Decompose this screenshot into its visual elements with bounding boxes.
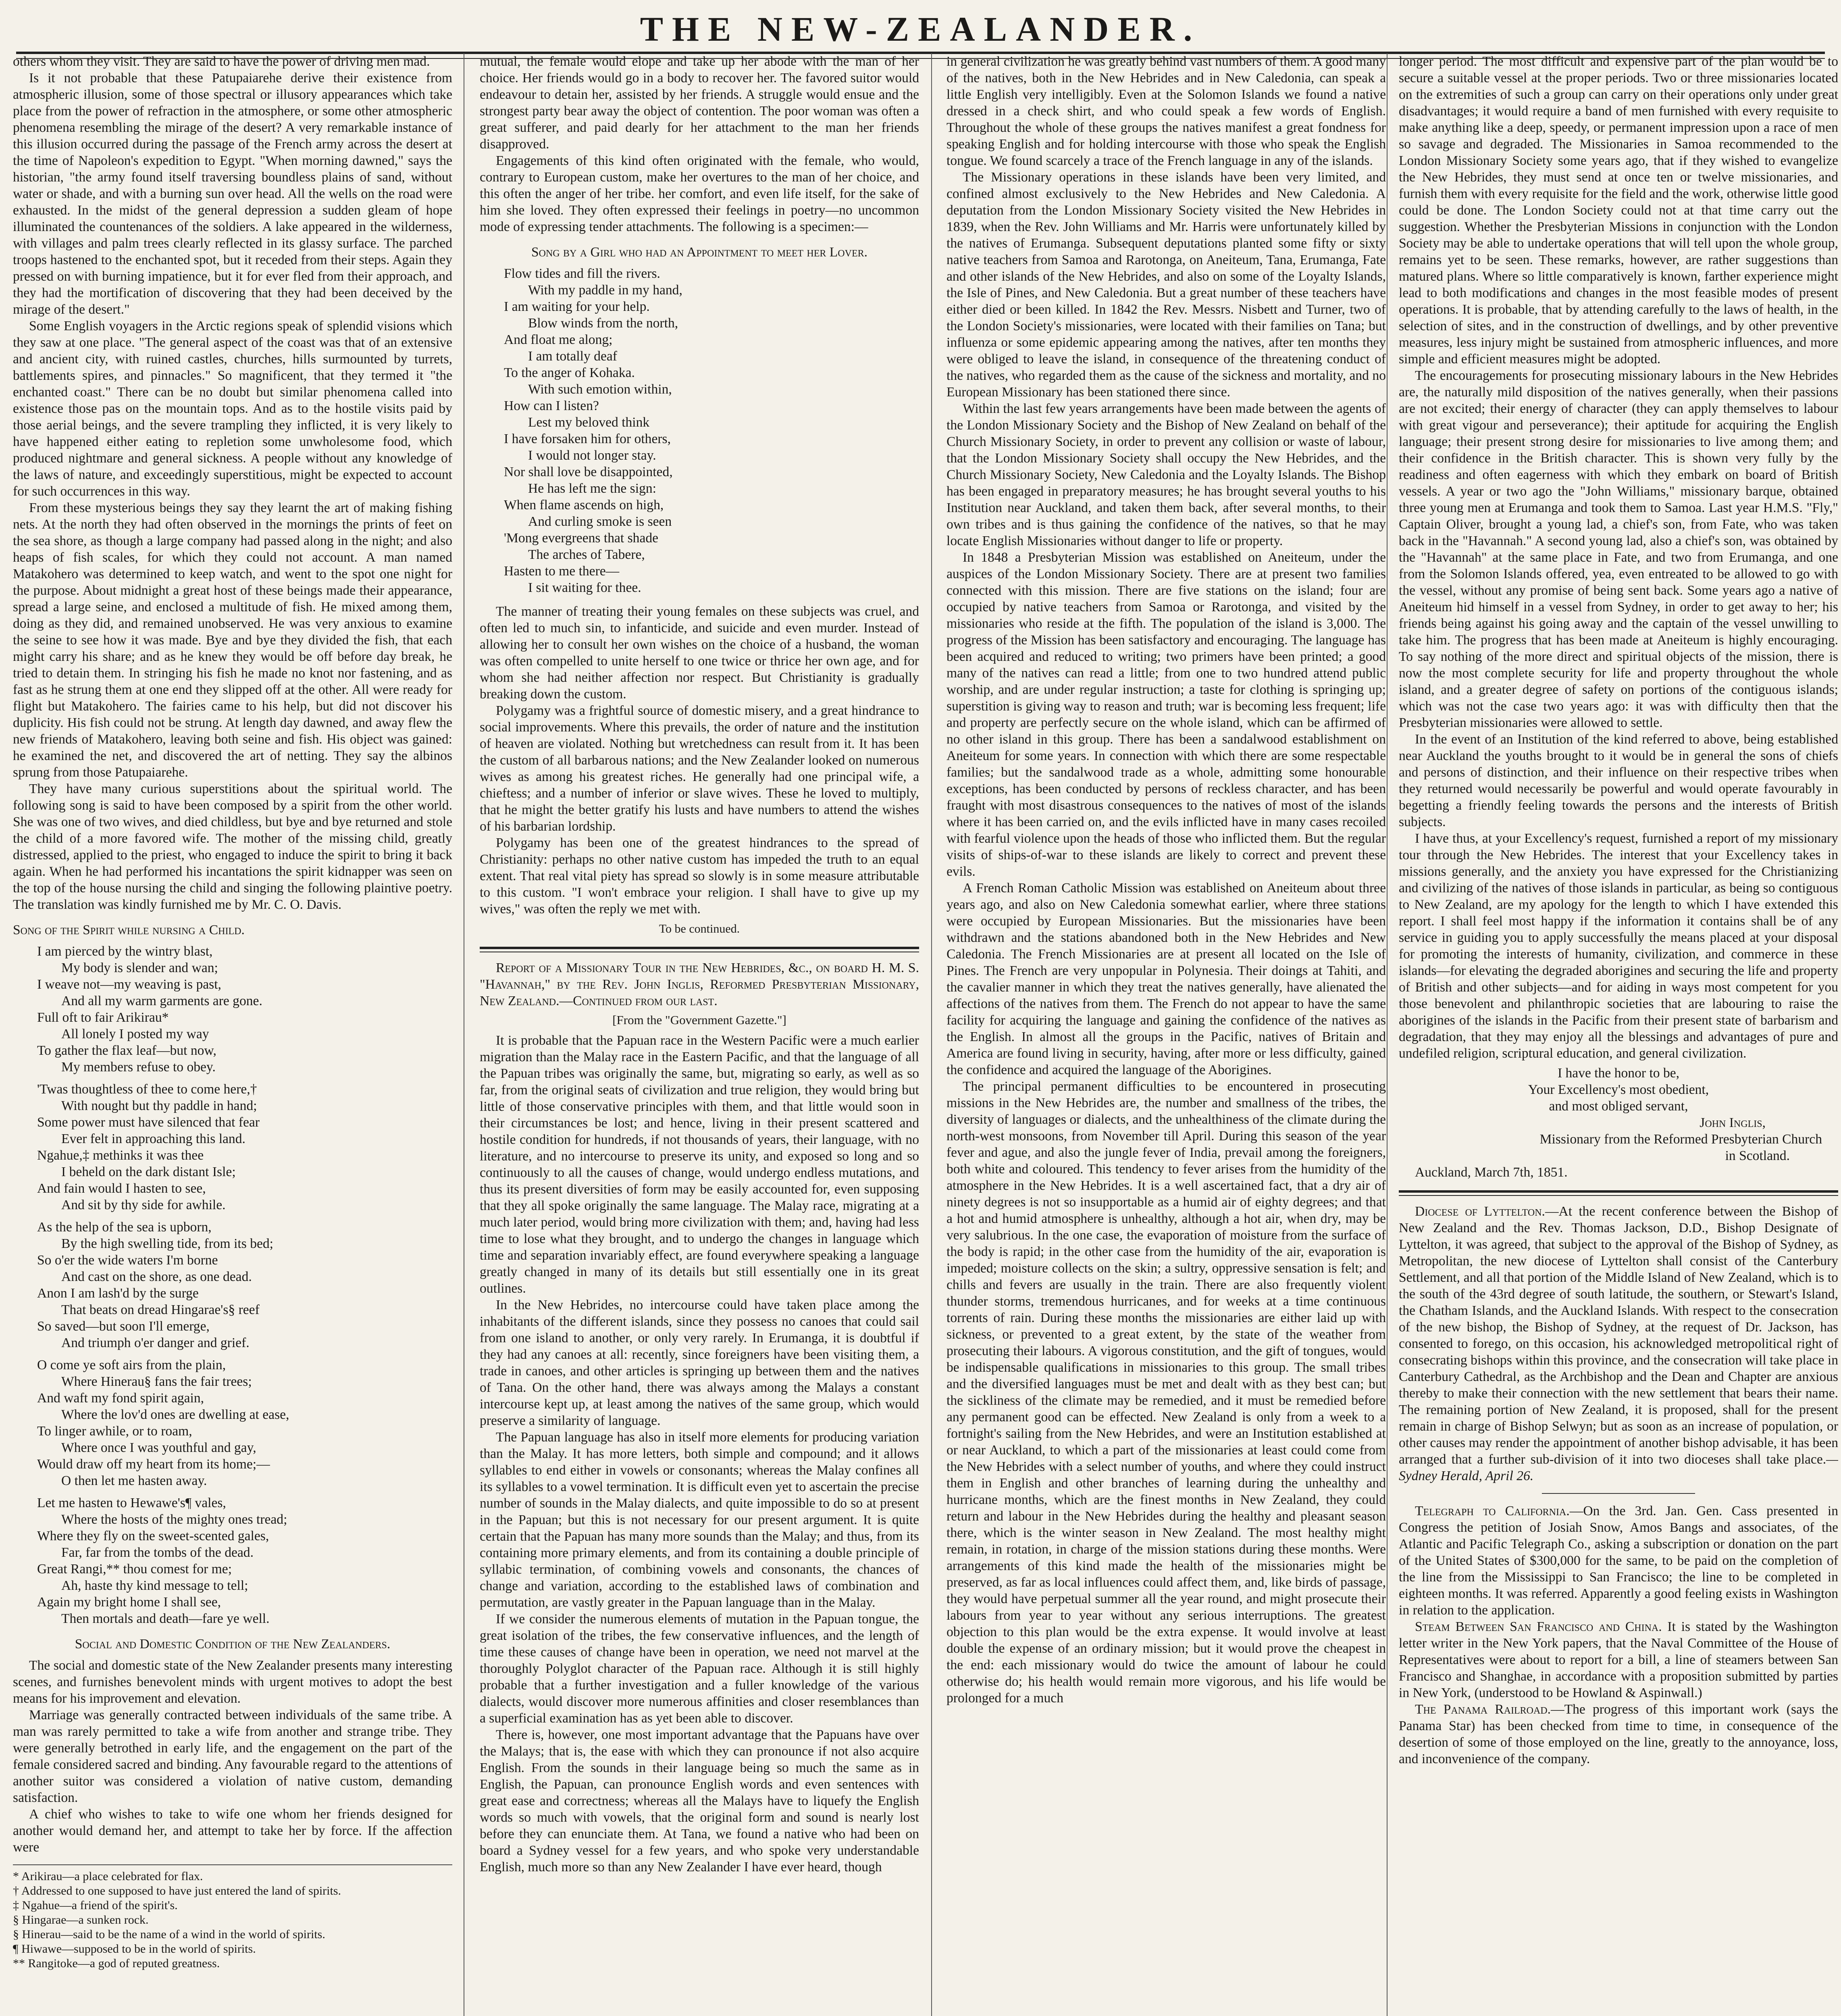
news-citation: —Sydney Herald, April 26. [1399, 1452, 1838, 1483]
signer-role: Missionary from the Reformed Presbyterian Church [1539, 1132, 1822, 1147]
paragraph: Engagements of this kind often originated with the female, who would, contrary to European custom, make her overtures to the man of her choice, and this often the anger of her tribe. her comfort, and even life itself, for the sake of him she loved. They often expressed their feelings in poetry—no uncommon mode of expressing tender attachments. The following is a specimen:— [480, 153, 919, 234]
poem-line: As the help of the sea is upborn, [37, 1220, 212, 1235]
poem-line: And float me along; [504, 332, 613, 347]
paragraph: The principal permanent difficulties to be encountered in prosecuting missions in the New Hebrides are, the number and smallness of the tribes, the diversity of languages or dialects, and the unhealthiness of the climate during the north-west monsoons, from November till April. During this season of the year fever and ague, and also the jungle fever of India, prevail among the foreigners, both white and coloured. This tendency to fever arises from the humidity of the atmosphere in the New Hebrides. It is a well ascertained fact, that a dry air of ninety degrees is not so insupportable as a humid air of eighty degrees; and that a hot and humid atmosphere is unhealthy, although a hot air, when dry, may be very salubrious. In the one case, the evaporation of moisture from the surface of the body is rapid; in the other case from the humidity of the air, evaporation is impeded; moisture collects on the skin; a sultry, oppressive sensation is felt; and chills and fevers are usually in the train. There are also frequently violent thunder storms, tremendous hurricanes, and for weeks at a time continuous torrents of rain. During these months the missionaries are either laid up with sickness, or prevented to a great extent, by the state of the weather from prosecuting their labours. A vigorous constitution, and the gift of tongues, would be indispensable qualifications in missionaries to this group. The small tribes and the diversified languages must be met and dealt with as they best can; but the sickliness of the climate may be remedied, and it must be remedied before any permanent good can be effected. New Zealand is only from a week to a fortnight's sailing from the New Hebrides, and were an Institution established at or near Auckland, to which a part of the missionaries at least could come from the New Hebrides with a select number of youths, and where they could instruct them in English and other branches of learning during the unhealthy and hurricane months, which are the finest months in New Zealand, they could return and labour in the New Hebrides during the healthy and pleasant season there, which is the winter season in New Zealand. The most healthy might remain, in rotation, in charge of the mission stations during these months. Were arrangements of this kind made the health of the missionaries might be preserved, as far as local influences could affect them, and, like birds of passage, they would have perpetual summer all the year round, and might prosecute their labours from year to year without any serious interruptions. The greatest objection to this plan would be the extra expense. It would involve at least double the expense of an ordinary mission; but it would prove the cheapest in the end: each missionary would do twice the amount of labour he could otherwise do; his health would remain more vigorous, and his life would be prolonged for a much [947, 1079, 1386, 1706]
poem-line: With my paddle in my hand, [528, 283, 682, 298]
paragraph: It is probable that the Papuan race in the Western Pacific were a much earlier migration than the Malay race in the Eastern Pacific, and that the language of all the Papuan tribes was originally the same, but, migrating so early, as well as so far, from the original seats of civilization and true religion, they would bring but little of those conservative principles with them, and that little would soon in their circumstances be lost; and hence, living in their present scattered and hostile condition for hundreds, if not thousands of years, their language, with no literature, and no intercourse to preserve its unity, and exposed so long and so continuously to all the causes of change, would undergo endless mutations, and thus its present diversities of form may be easily accounted for, even supposing that they all spoke originally the same language. The Malay race, migrating at a much later period, would bring more civilization with them; and, having had less time to lose what they brought, and to undergo the changes in language which time and separation invariably effect, are found everywhere speaking a language greatly changed in many of its details but still essentially one in its great outlines. [480, 1033, 919, 1296]
poem [13, 943, 452, 1627]
news-body: —On the 3rd. Jan. Gen. Cass presented in Congress the petition of Josiah Snow, Amos Bangs and associates, of the Atlantic and Pacific Telegraph Co., asking a subscription or donation on the part of the United States of $300,000 for the same, to be paid on the completion of the line from the Mississippi to San Francisco; the line to be completed in eighteen months. It was referred. Apparently a good feeling exists in Washington in relation to the application. [1399, 1504, 1838, 1618]
column-2 [480, 53, 919, 2016]
poem-line: O come ye soft airs from the plain, [37, 1358, 226, 1372]
poem-line: 'Mong evergreens that shade [504, 531, 659, 546]
footnote: ¶ Hiwawe—supposed to be in the world of spirits. [13, 1942, 256, 1956]
poem-line: Lest my beloved think [528, 415, 650, 430]
poem-line: By the high swelling tide, from its bed; [61, 1236, 274, 1251]
poem-title: Song by a Girl who had an Appointment to meet her Lover. [531, 245, 868, 260]
news-lead: Telegraph to California. [1415, 1504, 1570, 1518]
poem-line: And triumph o'er danger and grief. [61, 1335, 250, 1350]
poem-line: I would not longer stay. [528, 448, 656, 463]
poem-line: My body is slender and wan; [61, 960, 218, 975]
paragraph: In the event of an Institution of the kind referred to above, being established near Auckland the youths brought to it would be in general the sons of chiefs and persons of distinction, and their influence on their respective tribes when they returned would necessarily be powerful and would operate favourably in begetting a friendly feeling towards the persons and the interests of British subjects. [1399, 732, 1838, 829]
column-4 [1399, 53, 1838, 2016]
section-rule [480, 947, 919, 952]
poem-line: And all my warm garments are gone. [61, 993, 262, 1008]
poem-line: When flame ascends on high, [504, 498, 664, 512]
masthead [16, 7, 1825, 52]
signer-role: in Scotland. [1725, 1148, 1790, 1163]
footnote: ‡ Ngahue—a friend of the spirit's. [13, 1899, 178, 1912]
poem-line: Where the hosts of the mighty ones tread; [61, 1512, 287, 1527]
poem-line: Where they fly on the sweet-scented gales, [37, 1529, 269, 1543]
signature-block [1399, 1065, 1838, 1164]
paragraph: If we consider the numerous elements of mutation in the Papuan tongue, the great isolation of the tribes, the few conservative influences, and the length of time these causes of change have been in operation, we need not marvel at the thoroughly Polyglot character of the Papuan race. Although it is still highly probable that a further investigation and a fuller knowledge of the various dialects, would discover more numerous affinities and closer resemblances than a superficial examination has as yet been able to discover. [480, 1612, 919, 1726]
section-heading: Social and Domestic Condition of the New Zealanders. [75, 1637, 391, 1652]
paragraph: mutual, the female would elope and take up her abode with the man of her choice. Her friends would go in a body to recover her. The favored suitor would endeavour to detain her, assisted by her friends. A struggle would ensue and the strongest party bear away the object of contention. The poor woman was often a great sufferer, and paid dearly for her attachment to the man her friends disapproved. [480, 54, 919, 152]
footnote: ** Rangitoke—a god of reputed greatness. [13, 1957, 220, 1970]
poem-line: O then let me hasten away. [61, 1473, 207, 1488]
news-lead: The Panama Railroad. [1415, 1702, 1551, 1717]
paragraph: A French Roman Catholic Mission was established on Aneiteum about three years ago, and also on New Caledonia somewhat earlier, where three stations were occupied by European Missionaries. But the missionaries have been withdrawn and the stations abandoned both in the New Hebrides and New Caledonia. The French Missionaries are at present all located on the Isle of Pines. The French are very unpopular in Polynesia. Their doings at Tahiti, and the cavalier manner in which they treat the natives generally, have alienated the affections of the natives from them. The French do not appear to have the same facility for acquiring the language and gaining the confidence of the natives as the English. In almost all the groups in the Pacific, natives of Britain and America are found living in security, having, after more or less difficulty, gained the confidence and acquired the language of the Aborigines. [947, 881, 1386, 1077]
poem-line: Where Hinerau§ fans the fair trees; [61, 1374, 252, 1389]
poem-line: All lonely I posted my way [61, 1027, 209, 1041]
poem-line: Flow tides and fill the rivers. [504, 266, 660, 281]
paragraph: Marriage was generally contracted between individuals of the same tribe. A man was rarely permitted to take a wife from another and strange tribe. They were generally betrothed in early life, and the engagement on the part of the female considered sacred and binding. Any favourable regard to the attentions of another suitor was considered a violation of native custom, demanding satisfaction. [13, 1708, 452, 1805]
paragraph: The Papuan language has also in itself more elements for producing variation than the Malay. It has more letters, both simple and compound; and it allows syllables to end either in vowels or consonants; whereas the Malay confines all its syllables to a vowel termination. It is difficult even yet to ascertain the precise number of sounds in the Malay dialects, and quite impossible to do so at present in the Papuan; but this is not necessary for our present argument. It is quite certain that the Papuan has many more sounds than the Malay; and thus, from its containing more primary elements, and from its containing a double principle of syllabic termination, of combining vowels and consonants, the chances of change and variation, according to the established laws of combination and permutation, are vastly greater in the Papuan language than in the Malay. [480, 1430, 919, 1610]
poem-line: Full oft to fair Arikirau* [37, 1010, 169, 1025]
news-body: It is stated by the Washington letter writer in the New York papers, that the Naval Committee of the House of Representatives were about to report for a bill, a line of steamers between San Francisco and Shanghae, in accordance with a proposition submitted by parties in New York, (understood to be Howland & Aspinwall.) [1399, 1619, 1838, 1700]
column-3 [947, 53, 1386, 2016]
poem-line: I am totally deaf [528, 349, 617, 364]
paragraph: Polygamy was a frightful source of domestic misery, and a great hindrance to social improvements. Where this prevails, the order of nature and the institution of heaven are violated. Nothing but wretchedness can result from it. It has been the custom of all barbarous nations; and the New Zealander looked on numerous wives as among his greatest riches. He generally had one principal wife, a chieftess; and a number of inferior or slave wives. These he loved to multiply, that he might the better gratify his lusts and have numbers to attend the wishes of his barbarian lordship. [480, 703, 919, 834]
paragraph: In the New Hebrides, no intercourse could have taken place among the inhabitants of the different islands, since they possess no canoes that could sail from one island to another, or only very rarely. In Erumanga, it is doubtful if they had any canoes at all: recently, since foreigners have been visiting them, a trade in canoes, and other articles is springing up between them and the natives of Tana. On the other hand, there was always among the Malays a constant intercourse kept up, at least among the natives of the same group, which would preserve a similarity of language. [480, 1297, 919, 1428]
paragraph: From these mysterious beings they say they learnt the art of making fishing nets. At the north they had often observed in the mornings the prints of feet on the sea shore, as though a large company had passed along in the night; and also heaps of fish scales, for which they could not account. A man named Matakohero was determined to keep watch, and went to the spot one night for the purpose. About midnight a great host of these beings made their appearance, spread a large seine, and enclosed a multitude of fish. He mixed among them, doing as they did, and remained unobserved. He was very anxious to examine the seine to see how it was made. Bye and bye they divided the fish, that each might carry his share; and as he knew they would be off before day break, he tried to detain them. In stringing his fish he made no knot nor fastening, and as fast as he strung them at one end they slipped off at the other. All were ready for flight but Matakohero. The fairies came to his help, but did not discover his duplicity. His fish could not be strung. At length day dawned, and away flew the new friends of Matakohero, leaving both seine and fish. His object was gained: he examined the net, and discovered the art of netting. They say the albinos sprung from those Patupaiarehe. [13, 500, 452, 780]
poem-line: And fain would I hasten to see, [37, 1181, 206, 1196]
footnote: § Hingarae—a sunken rock. [13, 1913, 149, 1926]
poem-line: I am waiting for your help. [504, 299, 650, 314]
poem-line: To linger awhile, or to roam, [37, 1424, 192, 1439]
news-lead: Diocese of Lyttelton. [1415, 1204, 1545, 1219]
divider [1542, 1493, 1695, 1494]
poem-line: He has left me the sign: [528, 481, 656, 496]
closing-line: Your Excellency's most obedient, [1528, 1082, 1709, 1097]
paragraph: longer period. The most difficult and expensive part of the plan would be to secure a suitable vessel at the proper periods. Two or three missionaries located on the extremities of such a group can carry on their operations only under great disadvantages; it would require a band of men furnished with every requisite to make anything like a deep, speedy, or permanent impression upon a race of men so savage and degraded. The Missionaries in Samoa recommended to the London Missionary Society some years ago, that if they wished to evangelize the New Hebrides, they must send at once ten or twelve missionaries, and furnish them with every requisite for the field and the work, otherwise little good could be done. The London Society could not at that time carry out the suggestion. Whether the Presbyterian Missions in conjunction with the London Society may be able to undertake operations that will tell upon the whole group, remains yet to be seen. These remarks, however, are rather suggestions than matured plans. Where so little comparatively is known, farther experience might lead to both modifications and changes in the most feasible modes of present operations. It is probable, that by attending carefully to the laws of health, in the selection of sites, and in the construction of dwellings, and by other preventive measures, less injury might be sustained from atmospheric influences, and more simple and efficient measures might be adopted. [1399, 54, 1838, 367]
poem-line: And curling smoke is seen [528, 514, 672, 529]
paragraph: Some English voyagers in the Arctic regions speak of splendid visions which they saw at one place. "The general aspect of the coast was that of an extensive and ancient city, with ruined castles, churches, hills surmounted by turrets, battlements spires, and pinnacles." So magnificent, that they termed it "the enchanted coast." There can be no doubt but similar phenomena called into existence those pas on the mountain tops. And as to the hostile visits paid by those aerial beings, and the severe trampling they inflicted, it is very likely to have happened either eating to repletion some unwholesome food, which produced nightmare and general sickness. A people without any knowledge of the laws of nature, and exceedingly superstitious, might be expected to account for such occurrences in this way. [13, 319, 452, 499]
paragraph: in general civilization he was greatly behind vast numbers of them. A good many of the natives, both in the New Hebrides and in New Caledonia, can speak a little English very intelligibly. Even at the Solomon Islands we found a native dressed in a check shirt, and who could speak a few words of English. Throughout the whole of these groups the natives manifest a great fondness for speaking English and for holding intercourse with those who speak the English tongue. We found scarcely a trace of the French language in any of the islands. [947, 54, 1386, 168]
news-item [1399, 1618, 1838, 1701]
poem-line: 'Twas thoughtless of thee to come here,† [37, 1082, 257, 1097]
closing-line: and most obliged servant, [1549, 1099, 1688, 1114]
poem-line: Where the lov'd ones are dwelling at ease, [61, 1407, 289, 1422]
poem-line: Ever felt in approaching this land. [61, 1131, 245, 1146]
poem-line: And waft my fond spirit again, [37, 1391, 204, 1406]
poem-line: My members refuse to obey. [61, 1060, 216, 1075]
column-divider [931, 53, 932, 2016]
paragraph: The encouragements for prosecuting missionary labours in the New Hebrides are, the naturally mild disposition of the natives generally, when their passions are not excited; their energy of character (they can apply themselves to labour with great vigour and perseverance); their aptitude for acquiring the English language; their present strong desire for missionaries to live among them; and their confidence in the British character. This is shown very fully by the readiness and often eagerness with which they embark on board of British vessels. A year or two ago the "John Williams," missionary barque, obtained three young men at Erumanga and took them to Samoa. Last year H.M.S. "Fly," Captain Oliver, brought a young lad, a chief's son, from Fate, who was taken back in the "Havannah." A second young lad, also a chief's son, was obtained by the "Havannah" at the same place in Fate, and two from Erumanga, and one from the Solomon Islands offered, yea, even entreated to be allowed to go with the vessel, without any promise of being sent back. Some years ago a native of Aneiteum hid himself in a vessel from Sydney, in order to get away to her; his friends being against his going away and the captain of the vessel unwilling to take him. The progress that has been made at Aneiteum is highly encouraging. To say nothing of the more direct and spiritual objects of the mission, there is now the most complete security for life and property throughout the whole island, and a greater degree of safety on portions of the contiguous islands; which was not the case two years ago: it was with difficulty then that the Presbyterian missionaries were allowed to settle. [1399, 368, 1838, 730]
paragraph: The manner of treating their young females on these subjects was cruel, and often led to much sin, to infanticide, and suicide and even murder. Instead of allowing her to consult her own wishes on the choice of a husband, the woman was often compelled to unite herself to one twice or thrice her own age, and for whom she had neither affection nor respect. But Christianity is gradually breaking down the custom. [480, 604, 919, 702]
article-heading: Report of a Missionary Tour in the New Hebrides, &c., on board H. M. S. "Havannah," by the Rev. John Inglis, Reformed Presbyterian Missionary, New Zealand.—Continued from our last. [480, 960, 919, 1008]
poem-line: The arches of Tabere, [528, 547, 645, 562]
poem-line: Anon I am lash'd by the surge [37, 1286, 199, 1301]
paragraph: They have many curious superstitions about the spiritual world. The following song is said to have been composed by a spirit from the other world. She was one of two wives, and died childless, but bye and bye returned and stole the child of a more favored wife. The mother of the missing child, greatly distressed, applied to the priest, who engaged to induce the spirit to bring it back again. When he had performed his incantations the spirit kidnapper was seen on the top of the house nursing the child and singing the following plaintive poetry. The translation was kindly furnished me by Mr. C. O. Davis. [13, 781, 452, 912]
poem-line: So saved—but soon I'll emerge, [37, 1319, 210, 1334]
news-item [1399, 1203, 1838, 1484]
poem-line: With such emotion within, [528, 382, 672, 397]
poem-line: Then mortals and death—fare ye well. [61, 1611, 270, 1626]
poem-title: Song of the Spirit while nursing a Child. [13, 923, 245, 937]
news-body: —The progress of this important work (says the Panama Star) has been checked from time to time, in consequence of the desertion of some of those employed on the line, greatly to the annoyance, loss, and inconvenience of the company. [1399, 1702, 1838, 1766]
news-item [1399, 1503, 1838, 1618]
paragraph: Within the last few years arrangements have been made between the agents of the London Missionary Society and the Bishop of New Zealand on behalf of the Church Missionary Society, in order to prevent any collision or waste of labour, that the London Missionary Society shall occupy the New Hebrides, and the Church Missionary Society, New Caledonia and the Loyalty Islands. The Bishop has been engaged in preparatory measures; he has brought several youths to his Institution near Auckland, and taken them back, after several months, to their own tribes and is thus gaining the confidence of the natives, so that he may locate English Missionaries without danger to life or property. [947, 401, 1386, 548]
paragraph: Polygamy has been one of the greatest hindrances to the spread of Christianity: perhaps no other native custom has impeded the truth to an equal extent. That real vital piety has spread so slowly is in some measure attributable to this custom. "I won't embrace your religion. I shall have to give up my wives," was often the reply we met with. [480, 835, 919, 916]
poem [480, 265, 919, 596]
poem-line: How can I listen? [504, 398, 599, 413]
poem-line: So o'er the wide waters I'm borne [37, 1253, 218, 1268]
article-source: [From the "Government Gazette."] [612, 1013, 786, 1027]
paragraph: I have thus, at your Excellency's request, furnished a report of my missionary tour through the New Hebrides. The interest that your Excellency takes in missions generally, and the anxiety you have expressed for the Christianizing and civilizing of the natives of those islands in particular, as being so contiguous to New Zealand, are my apology for the length to which I have extended this report. I shall feel most happy if the information it contains shall be of any service in guiding you to apply successfully the means placed at your disposal for promoting the interests of humanity, civilization, and commerce in these islands—for elevating the degraded aborigines and securing the life and property of British and other subjects—and for aiding in ways most competent for you those benevolent and philanthropic societies that are labouring to raise the aborigines of the islands in the Pacific from their present state of barbarism and degradation, that they may enjoy all the blessings and advantages of pure and undefiled religion, scriptural education, and general civilization. [1399, 831, 1838, 1061]
closing-line: I have the honor to be, [1557, 1066, 1680, 1081]
paragraph: The Missionary operations in these islands have been very limited, and confined almost exclusively to the New Hebrides and New Caledonia. A deputation from the London Missionary Society visited the New Hebrides in 1839, when the Rev. John Williams and Mr. Harris were unfortunately killed by the natives of Erumanga. Subsequent deputations planted some fifty or sixty native teachers from Samoa and Rarotonga, on Aneiteum, Tana, Erumanga, Fate and other islands of the New Hebrides, and also on some of the Loyalty Islands, the Isle of Pines, and New Caledonia. But a great number of these teachers have either died or been killed. In 1842 the Rev. Messrs. Nisbett and Turner, two of the London Society's missionaries, were located with their families on Tana; but influenza or some epidemic appearing among the natives, after ten months they were obliged to leave the island, in consequence of the threatening conduct of the natives, who regarded them as the cause of the sickness and mortality, and no European Missionary has been stationed there since. [947, 170, 1386, 400]
paragraph: There is, however, one most important advantage that the Papuans have over the Malays; that is, the ease with which they can pronounce if not also acquire English. From the sounds in their language being so much the same as in English, the Papuan, can pronounce English words and even sentences with great ease and correctness; whereas all the Malays have to liquefy the English words so much with vowels, that the original form and sound is nearly lost before they can enunciate them. At Tana, we found a native who had been on board a Sydney vessel for a few years, and who spoke very understandable English, much more so than any New Zealander I have ever heard, though [480, 1727, 919, 1874]
footnote: * Arikirau—a place celebrated for flax. [13, 1870, 203, 1883]
signer-name: John Inglis, [1700, 1115, 1766, 1130]
poem-line: I sit waiting for thee. [528, 580, 641, 595]
poem-line: To the anger of Kohaka. [504, 365, 635, 380]
poem-line: Would draw off my heart from its home;— [37, 1457, 270, 1472]
column-1 [13, 53, 452, 2016]
footnote: † Addressed to one supposed to have just entered the land of spirits. [13, 1884, 341, 1897]
news-item [1399, 1701, 1838, 1767]
poem-line: Nor shall love be disappointed, [504, 464, 673, 479]
poem-line: To gather the flax leaf—but now, [37, 1043, 216, 1058]
poem-line: Where once I was youthful and gay, [61, 1440, 256, 1455]
masthead-title: THE NEW-ZEALANDER. [640, 10, 1201, 48]
footnote: § Hinerau—said to be the name of a wind in the world of spirits. [13, 1928, 325, 1941]
poem-line: Ngahue,‡ methinks it was thee [37, 1148, 204, 1163]
paragraph: The social and domestic state of the New Zealander presents many interesting scenes, and furnishes benevolent minds with urgent motives to adopt the best means for his improvement and elevation. [13, 1658, 452, 1706]
poem-line: Blow winds from the north, [528, 316, 678, 331]
poem-line: Again my bright home I shall see, [37, 1595, 221, 1610]
poem-line: Great Rangi,** thou comest for me; [37, 1562, 232, 1577]
poem-line: Let me hasten to Hewawe's¶ vales, [37, 1495, 226, 1510]
poem-line: And sit by thy side for awhile. [61, 1198, 226, 1212]
poem-line: I am pierced by the wintry blast, [37, 944, 213, 959]
dateline: Auckland, March 7th, 1851. [1415, 1165, 1568, 1180]
paragraph: Is it not probable that these Patupaiarehe derive their existence from atmospheric illusion, some of those spectral or illusory appearances which take place from the power of refraction in the atmosphere, or some other atmospheric phenomena resembling the mirage of the desert? A very remarkable instance of this illusion occurred during the passage of the French army across the desert at the time of Napoleon's expedition to Egypt. "When morning dawned," says the historian, "the army found itself traversing boundless plains of sand, without water or shade, and with a burning sun over head. All the wells on the road were exhausted. In the midst of the general depression a sudden gleam of hope illuminated the countenances of the soldiers. A lake appeared in the wilderness, with villages and palm trees clearly reflected in its glassy surface. The parched troops hastened to the enchanted spot, but it receded from their steps. Again they pressed on with burning impatience, but it for ever fled from their approach, and they had the mortification of discovering that they had been deceived by the mirage of the desert." [13, 71, 452, 317]
news-body: —At the recent conference between the Bishop of New Zealand and the Rev. Thomas Jackson, D.D., Bishop Designate of Lyttelton, it was agreed, that subject to the approval of the Bishop of Sydney, as Metropolitan, the new diocese of Lyttelton shall consist of the Canterbury Settlement, and all that portion of the Middle Island of New Zealand, which is to the south of the 43rd degree of south latitude, the southern, or Stewart's Island, the Chatham Islands, and the Auckland Islands. With respect to the consecration of the new bishop, the Bishop of Sydney, at the request of Dr. Jackson, has consented to forego, on this occasion, his acknowledged metropolitical right of consecrating bishops within this province, and the consecration will take place in Canterbury Cathedral, as the Archbishop and the Dean and Chapter are anxious thereby to make their connection with the new settlement that bears their name. The remaining portion of New Zealand, it is proposed, shall for the present remain in charge of Bishop Selwyn; but as soon as an increase of population, or other causes may render the appointment of another bishop advisable, it has been arranged that a further sub-division of it into two dioceses shall take place. [1399, 1204, 1838, 1467]
column-divider [1387, 53, 1388, 2016]
paragraph: In 1848 a Presbyterian Mission was established on Aneiteum, under the auspices of the London Missionary Society. There are at present two families connected with this mission. There are five stations on the island; four are occupied by native teachers from Samoa or Rarotonga, and visited by the missionaries who reside at the fifth. The population of the island is 3,000. The progress of the Mission has been satisfactory and encouraging. The language has been acquired and reduced to writing; two primers have been printed; a good many of the natives can read a little; from one to two hundred attend public worship, and are under regular instruction; a taste for clothing is springing up; superstition is giving way to reason and truth; war is becoming less frequent; life and property are perfectly secure on the whole island, which can be affirmed of no other island in this group. There has been a sandalwood establishment on Aneiteum for some years. In connection with which there are some respectable families; but the sandalwood trade as a whole, admitting some honourable exceptions, has been conducted by persons of reckless character, and has been fraught with most disastrous consequences to the natives of most of the islands where it has been carried on, and the evils inflicted have in many cases recoiled with fearful violence upon the heads of those who inflicted them. But the regular visits of ships-of-war to these islands are likely to correct and prevent these evils. [947, 550, 1386, 879]
footnotes [13, 1864, 452, 1971]
poem-line: I beheld on the dark distant Isle; [61, 1164, 236, 1179]
to-be-continued: To be continued. [659, 922, 740, 935]
poem-line: With nought but thy paddle in hand; [61, 1098, 257, 1113]
poem-line: Ah, haste thy kind message to tell; [61, 1578, 248, 1593]
section-rule [1399, 1190, 1838, 1196]
poem-line: That beats on dread Hingarae's§ reef [61, 1302, 260, 1317]
news-lead: Steam Between San Francisco and China. [1415, 1619, 1662, 1634]
poem-line: Far, far from the tombs of the dead. [61, 1545, 254, 1560]
paragraph: others whom they visit. They are said to have the power of driving men mad. [13, 54, 430, 69]
poem-line: And cast on the shore, as one dead. [61, 1269, 252, 1284]
poem-line: Hasten to me there— [504, 564, 620, 579]
poem-line: I have forsaken him for others, [504, 431, 671, 446]
poem-line: I weave not—my weaving is past, [37, 977, 221, 992]
paragraph: A chief who wishes to take to wife one whom her friends designed for another would demand her, and attempt to take her by force. If the affection were [13, 1807, 452, 1855]
poem-line: Some power must have silenced that fear [37, 1115, 260, 1130]
